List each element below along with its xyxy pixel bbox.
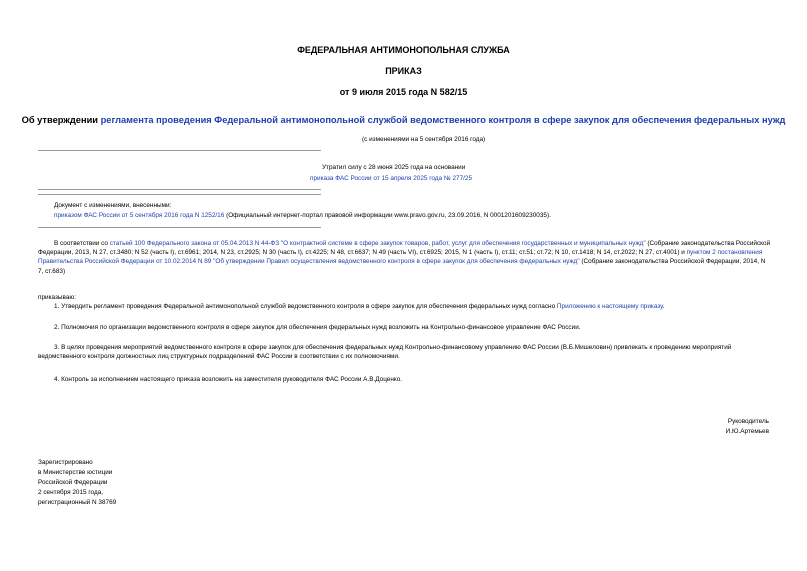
preamble-text: (Собрание законодательства Российской Федерации, 2014, N 7, ст.683) [38,258,766,275]
appendix-link[interactable]: Приложению к настоящему приказу [556,303,663,310]
order-word: приказываю: [38,294,76,301]
preamble-text: В соответствии со [54,240,110,247]
item-1 [54,302,665,311]
law-article-link[interactable]: статьей 100 Федерального закона от 05.04.2013 N 44-ФЗ "О контрактной системе в сфере закупок товаров, работ, услуг для обеспечения государственных и муниципальных нужд" [109,240,646,247]
doc-date-number: от 9 июля 2015 года N 582/15 [339,87,468,97]
signature-role: Руководитель [727,418,769,425]
preamble [38,239,772,276]
divider [38,189,321,190]
registration-line: Российской Федерации [38,479,108,486]
preamble-text: (Собрание законодательства Российской Федерации, 2013, N 27, ст.3480; N 52 (часть I), ст.6961; 2014, N 23, ст.2925; N 30 (часть I), ст.4225; N 48, ст.6637; N 49 (часть VI), ст.6925; 2015, N 1 (часть I), ст.11; ст.51; ст.72; N 10, ст.1418; N 14, ст.2022; N 27, ст.4001) и [38,240,771,257]
divider [38,150,321,151]
org-name: ФЕДЕРАЛЬНАЯ АНТИМОНОПОЛЬНАЯ СЛУЖБА [297,45,510,55]
title-prefix: Об утверждении [21,115,101,125]
expired-order-link[interactable]: приказа ФАС России от 15 апреля 2025 года № 277/25 [310,175,473,182]
amendments-label: Документ с изменениями, внесенными: [54,202,172,209]
government-decree-link[interactable]: пунктом 2 постановления Правительства Российской Федерации от 10.02.2014 N 89 "Об утверждении Правил осуществления ведомственного контроля в сфере закупок для обеспечения федеральных нужд" [38,249,763,266]
item-1-end: . [662,303,665,310]
amendment-order-link[interactable]: приказом ФАС России от 5 сентября 2016 года N 1252/16 [54,212,225,219]
expired-note: Утратил силу с 28 июня 2025 года на основании [322,164,466,171]
amendment-source: (Официальный интернет-портал правовой информации www.pravo.gov.ru, 23.09.2016, N 0001201609230035). [224,212,551,219]
amendments-line [54,211,551,220]
registration-line: 2 сентября 2015 года, [38,489,104,496]
registration-line: в Министерстве юстиции [38,469,113,476]
item-1-text: 1. Утвердить регламент проведения Федеральной антимонопольной службой ведомственного контроля в сфере закупок для обеспечения федеральных нужд согласно [54,303,557,310]
regulation-link[interactable]: регламента проведения Федеральной антимонопольной службой ведомственного контроля в сфере закупок для обеспечения федеральных нужд [100,115,786,125]
doc-type: ПРИКАЗ [385,66,422,76]
item-2: 2. Полномочия по организации ведомственного контроля в сфере закупок для обеспечения федеральных нужд возложить на Контрольно-финансовое управление ФАС России. [54,324,581,331]
divider [38,194,321,195]
divider [38,227,321,228]
revision-note: (с изменениями на 5 сентября 2016 года) [362,136,486,143]
registration-line: Зарегистрировано [38,459,93,466]
registration-line: регистрационный N 38769 [38,499,117,506]
item-4: 4. Контроль за исполнением настоящего приказа возложить на заместителя руководителя ФАС России А.В.Доценко. [54,376,403,383]
document-title [0,115,807,125]
signature-name: И.Ю.Артемьев [725,428,769,435]
item-3: 3. В целях проведения мероприятий ведомственного контроля в сфере закупок для обеспечения федеральных нужд Контрольно-финансовому управлению ФАС России (В.Б.Мишеловин) привлекать к проведению мероприятий ведомственного контроля должностных лиц структурных подразделений ФАС России в соответствии с их полномочиями. [38,344,732,361]
